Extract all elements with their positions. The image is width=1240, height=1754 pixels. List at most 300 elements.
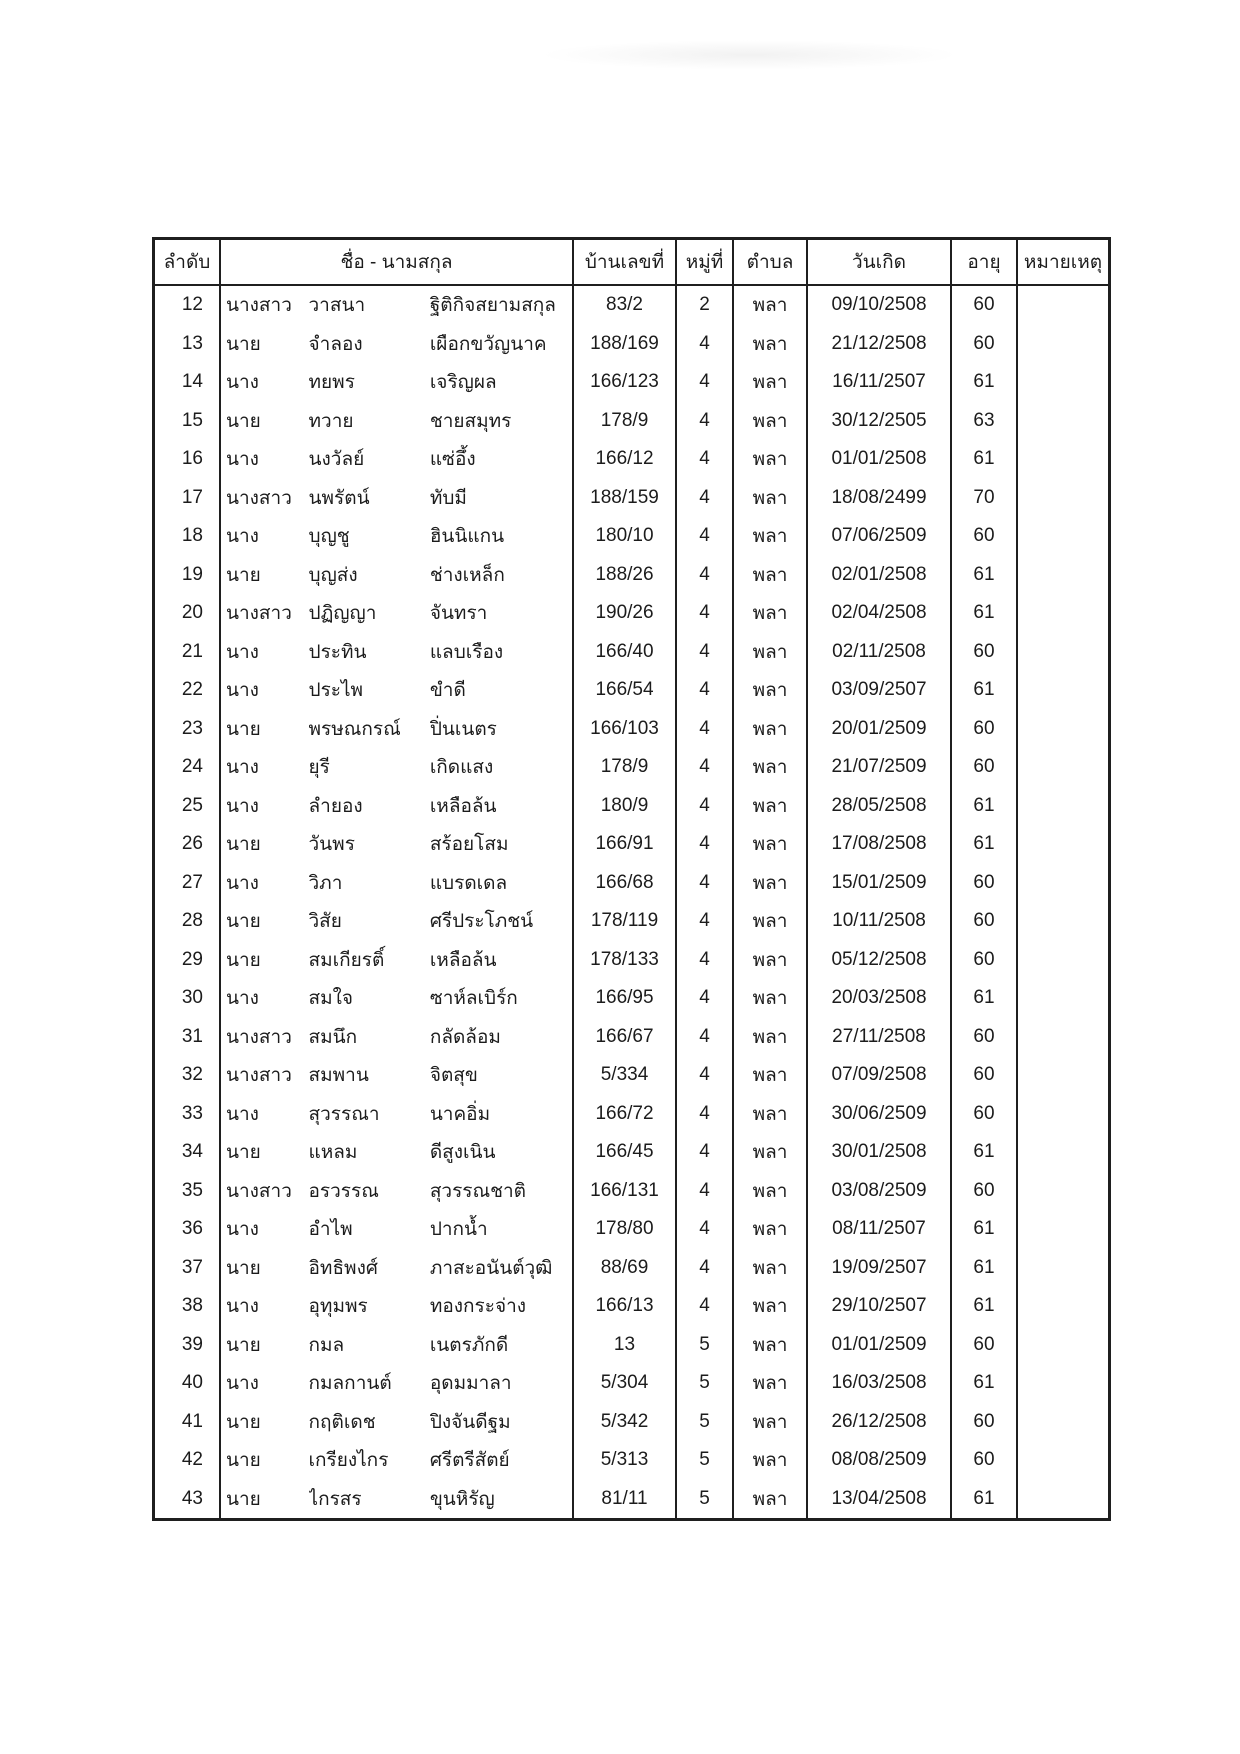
cell-tambon: พลา [734,1403,808,1442]
cell-name-title: นาย [226,834,261,856]
cell-first-name: นพรัตน์ [308,487,370,509]
cell-age: 61 [952,1287,1018,1326]
cell-no: 35 [155,1172,221,1211]
cell-tambon: พลา [734,1287,808,1326]
cell-house-number: 13 [574,1326,677,1365]
cell-note [1018,1364,1108,1403]
cell-first-name: อรวรรณ [308,1180,379,1202]
cell-no: 22 [155,671,221,710]
header-tambon: ตำบล [734,240,808,284]
cell-no: 12 [155,286,221,325]
cell-note [1018,1480,1108,1519]
cell-moo: 5 [677,1441,734,1480]
cell-moo: 4 [677,517,734,556]
cell-note [1018,902,1108,941]
cell-first-name: อุทุมพร [308,1296,368,1318]
cell-age: 60 [952,1095,1018,1134]
cell-house-number: 178/9 [574,402,677,441]
cell-birthdate: 02/01/2508 [808,556,952,595]
cell-no: 23 [155,710,221,749]
cell-birthdate: 29/10/2507 [808,1287,952,1326]
cell-moo: 4 [677,633,734,672]
cell-no: 37 [155,1249,221,1288]
cell-note [1018,1403,1108,1442]
cell-tambon: พลา [734,1210,808,1249]
cell-tambon: พลา [734,556,808,595]
cell-age: 60 [952,633,1018,672]
table-row [155,1364,1108,1403]
cell-last-name: จันทรา [429,603,488,625]
cell-name-title: นาย [226,1142,261,1164]
cell-age: 61 [952,1133,1018,1172]
table-header-row [155,240,1108,286]
cell-name [221,825,574,864]
cell-birthdate: 30/06/2509 [808,1095,952,1134]
cell-note [1018,1018,1108,1057]
cell-note [1018,825,1108,864]
cell-birthdate: 18/08/2499 [808,479,952,518]
cell-tambon: พลา [734,633,808,672]
cell-name-title: นางสาว [226,1065,292,1087]
table-row [155,1249,1108,1288]
cell-first-name: วิสัย [308,911,342,933]
cell-last-name: ภาสะอนันต์วุฒิ [429,1257,553,1279]
cell-age: 60 [952,1018,1018,1057]
cell-tambon: พลา [734,594,808,633]
cell-no: 32 [155,1056,221,1095]
cell-last-name: นาคอิ่ม [429,1103,491,1125]
cell-name-title: นาย [226,410,261,432]
cell-moo: 4 [677,1287,734,1326]
cell-first-name: บุญส่ง [308,564,358,586]
cell-age: 60 [952,902,1018,941]
table-row [155,979,1108,1018]
cell-name-title: นาย [226,1488,261,1510]
cell-name-title: นาย [226,718,261,740]
cell-note [1018,594,1108,633]
cell-age: 60 [952,517,1018,556]
cell-last-name: เผือกขวัญนาค [429,333,547,355]
cell-last-name: ทองกระจ่าง [429,1296,527,1318]
cell-moo: 4 [677,363,734,402]
cell-name [221,1249,574,1288]
cell-name [221,402,574,441]
cell-house-number: 166/54 [574,671,677,710]
cell-age: 61 [952,440,1018,479]
cell-moo: 4 [677,748,734,787]
cell-birthdate: 20/01/2509 [808,710,952,749]
cell-house-number: 178/119 [574,902,677,941]
cell-house-number: 180/10 [574,517,677,556]
person-list-table [152,237,1111,1521]
cell-moo: 4 [677,1133,734,1172]
cell-age: 61 [952,787,1018,826]
cell-birthdate: 13/04/2508 [808,1480,952,1519]
cell-tambon: พลา [734,286,808,325]
cell-first-name: บุญชู [308,526,350,548]
cell-birthdate: 30/01/2508 [808,1133,952,1172]
cell-name-title: นาง [226,449,259,471]
cell-house-number: 166/67 [574,1018,677,1057]
cell-first-name: อำไพ [308,1219,353,1241]
cell-first-name: นงวัลย์ [308,449,365,471]
cell-note [1018,286,1108,325]
cell-first-name: วาสนา [308,295,366,317]
cell-name [221,671,574,710]
cell-moo: 4 [677,979,734,1018]
cell-name [221,286,574,325]
cell-last-name: แซ่อึ้ง [429,449,476,471]
cell-first-name: วันพร [308,834,355,856]
cell-birthdate: 05/12/2508 [808,941,952,980]
cell-house-number: 166/12 [574,440,677,479]
cell-note [1018,633,1108,672]
cell-moo: 4 [677,1249,734,1288]
cell-birthdate: 07/06/2509 [808,517,952,556]
cell-no: 19 [155,556,221,595]
cell-name-title: นาง [226,1373,259,1395]
cell-first-name: กมล [308,1334,345,1356]
cell-name [221,594,574,633]
cell-name [221,710,574,749]
table-row [155,363,1108,402]
cell-last-name: ศรีตรีสัตย์ [429,1450,510,1472]
cell-house-number: 166/123 [574,363,677,402]
table-row [155,517,1108,556]
cell-first-name: พรษณกรณ์ [308,718,401,740]
cell-note [1018,787,1108,826]
cell-first-name: กฤติเดช [308,1411,376,1433]
cell-last-name: สร้อยโสม [429,834,509,856]
table-row [155,1133,1108,1172]
cell-no: 16 [155,440,221,479]
cell-name-title: นาง [226,641,259,663]
table-row [155,864,1108,903]
cell-name [221,325,574,364]
cell-name [221,902,574,941]
cell-moo: 4 [677,440,734,479]
table-row [155,1287,1108,1326]
cell-birthdate: 03/09/2507 [808,671,952,710]
cell-moo: 4 [677,825,734,864]
cell-last-name: สุวรรณชาติ [429,1180,527,1202]
cell-name [221,1326,574,1365]
cell-first-name: สมเกียรติ์ [308,949,385,971]
cell-name-title: นาง [226,1296,259,1318]
cell-house-number: 188/26 [574,556,677,595]
header-dob: วันเกิด [808,240,952,284]
cell-no: 24 [155,748,221,787]
cell-name-title: นาง [226,872,259,894]
cell-note [1018,671,1108,710]
cell-age: 60 [952,1326,1018,1365]
cell-name-title: นางสาว [226,295,292,317]
cell-no: 30 [155,979,221,1018]
cell-note [1018,1326,1108,1365]
cell-name-title: นาง [226,795,259,817]
cell-tambon: พลา [734,325,808,364]
cell-moo: 5 [677,1480,734,1519]
cell-moo: 4 [677,479,734,518]
cell-birthdate: 02/04/2508 [808,594,952,633]
table-row [155,402,1108,441]
cell-age: 60 [952,1403,1018,1442]
cell-no: 20 [155,594,221,633]
cell-house-number: 81/11 [574,1480,677,1519]
cell-first-name: ปฏิญญา [308,603,377,625]
cell-tambon: พลา [734,1056,808,1095]
cell-house-number: 188/169 [574,325,677,364]
cell-no: 15 [155,402,221,441]
table-body [155,286,1108,1518]
cell-house-number: 166/95 [574,979,677,1018]
cell-note [1018,1133,1108,1172]
cell-note [1018,479,1108,518]
cell-name-title: นาง [226,372,259,394]
header-moo: หมู่ที่ [677,240,734,284]
cell-name [221,1210,574,1249]
cell-first-name: สมนึก [308,1026,358,1048]
cell-name-title: นาย [226,1411,261,1433]
cell-name-title: นาย [226,1257,261,1279]
cell-moo: 5 [677,1364,734,1403]
cell-note [1018,1210,1108,1249]
cell-birthdate: 09/10/2508 [808,286,952,325]
cell-no: 29 [155,941,221,980]
cell-birthdate: 15/01/2509 [808,864,952,903]
cell-tambon: พลา [734,517,808,556]
cell-name [221,787,574,826]
cell-age: 61 [952,979,1018,1018]
table-row [155,1018,1108,1057]
cell-house-number: 166/131 [574,1172,677,1211]
cell-moo: 4 [677,902,734,941]
cell-last-name: ช่างเหล็ก [429,564,505,586]
cell-birthdate: 30/12/2505 [808,402,952,441]
table-row [155,633,1108,672]
cell-no: 43 [155,1480,221,1519]
header-no: ลำดับ [155,240,221,284]
cell-note [1018,440,1108,479]
cell-first-name: สมพาน [308,1065,369,1087]
cell-birthdate: 26/12/2508 [808,1403,952,1442]
cell-age: 61 [952,363,1018,402]
cell-first-name: สุวรรณา [308,1103,380,1125]
table-row [155,325,1108,364]
cell-no: 33 [155,1095,221,1134]
cell-birthdate: 20/03/2508 [808,979,952,1018]
cell-last-name: ขำดี [429,680,466,702]
scan-smudge [540,40,960,70]
cell-first-name: สมใจ [308,988,354,1010]
cell-last-name: เหลือล้น [429,795,497,817]
cell-last-name: ศรีประโภชน์ [429,911,534,933]
cell-tambon: พลา [734,1480,808,1519]
cell-first-name: ทยพร [308,372,355,394]
table-row [155,1172,1108,1211]
cell-moo: 4 [677,594,734,633]
cell-last-name: ทับมี [429,487,467,509]
cell-house-number: 5/304 [574,1364,677,1403]
cell-name-title: นาย [226,911,261,933]
cell-note [1018,1095,1108,1134]
table-row [155,1403,1108,1442]
table-row [155,748,1108,787]
cell-name-title: นาย [226,949,261,971]
cell-house-number: 5/334 [574,1056,677,1095]
cell-no: 34 [155,1133,221,1172]
cell-no: 41 [155,1403,221,1442]
cell-first-name: ลำยอง [308,795,363,817]
cell-age: 60 [952,1441,1018,1480]
cell-moo: 5 [677,1326,734,1365]
cell-last-name: กลัดล้อม [429,1026,501,1048]
cell-no: 36 [155,1210,221,1249]
cell-last-name: ปิงจันดีฐม [429,1411,511,1433]
cell-no: 26 [155,825,221,864]
cell-last-name: เจริญผล [429,372,497,394]
cell-age: 61 [952,594,1018,633]
cell-last-name: ชายสมุทร [429,410,512,432]
cell-last-name: แลบเรือง [429,641,504,663]
cell-note [1018,1441,1108,1480]
table-row [155,671,1108,710]
cell-age: 61 [952,671,1018,710]
cell-moo: 4 [677,1095,734,1134]
header-house: บ้านเลขที่ [574,240,677,284]
cell-birthdate: 21/07/2509 [808,748,952,787]
cell-name [221,1133,574,1172]
cell-age: 60 [952,1172,1018,1211]
cell-note [1018,979,1108,1018]
cell-name [221,479,574,518]
table-row [155,479,1108,518]
cell-name [221,556,574,595]
cell-house-number: 5/342 [574,1403,677,1442]
cell-first-name: ทวาย [308,410,354,432]
cell-age: 60 [952,325,1018,364]
cell-house-number: 166/91 [574,825,677,864]
cell-age: 61 [952,1364,1018,1403]
cell-age: 61 [952,1249,1018,1288]
cell-no: 27 [155,864,221,903]
cell-name-title: นาย [226,1450,261,1472]
cell-no: 31 [155,1018,221,1057]
cell-tambon: พลา [734,671,808,710]
cell-name [221,1480,574,1519]
cell-moo: 5 [677,1403,734,1442]
cell-birthdate: 16/03/2508 [808,1364,952,1403]
cell-last-name: ซาห์ลเบิร์ก [429,988,518,1010]
cell-birthdate: 21/12/2508 [808,325,952,364]
cell-house-number: 88/69 [574,1249,677,1288]
cell-moo: 4 [677,787,734,826]
cell-note [1018,325,1108,364]
cell-birthdate: 17/08/2508 [808,825,952,864]
cell-birthdate: 07/09/2508 [808,1056,952,1095]
cell-birthdate: 01/01/2508 [808,440,952,479]
cell-no: 13 [155,325,221,364]
cell-tambon: พลา [734,1172,808,1211]
cell-name [221,1172,574,1211]
table-row [155,902,1108,941]
cell-birthdate: 01/01/2509 [808,1326,952,1365]
cell-first-name: ยุรี [308,757,330,779]
cell-first-name: วิภา [308,872,343,894]
cell-name-title: นางสาว [226,1026,292,1048]
cell-name [221,1441,574,1480]
cell-age: 60 [952,864,1018,903]
table-row [155,1441,1108,1480]
cell-birthdate: 03/08/2509 [808,1172,952,1211]
cell-tambon: พลา [734,363,808,402]
cell-name [221,979,574,1018]
header-age: อายุ [952,240,1018,284]
cell-age: 61 [952,825,1018,864]
cell-no: 28 [155,902,221,941]
cell-moo: 4 [677,1210,734,1249]
cell-birthdate: 28/05/2508 [808,787,952,826]
cell-note [1018,1249,1108,1288]
cell-name [221,1403,574,1442]
table-row [155,286,1108,325]
cell-age: 61 [952,556,1018,595]
cell-house-number: 166/13 [574,1287,677,1326]
cell-age: 70 [952,479,1018,518]
cell-name [221,864,574,903]
cell-note [1018,556,1108,595]
cell-name-title: นาย [226,564,261,586]
cell-note [1018,864,1108,903]
cell-house-number: 178/80 [574,1210,677,1249]
cell-tambon: พลา [734,864,808,903]
cell-tambon: พลา [734,710,808,749]
cell-note [1018,1056,1108,1095]
cell-name [221,1056,574,1095]
cell-last-name: เหลือล้น [429,949,497,971]
cell-moo: 4 [677,710,734,749]
cell-note [1018,941,1108,980]
cell-birthdate: 08/08/2509 [808,1441,952,1480]
cell-name [221,1364,574,1403]
cell-name [221,1095,574,1134]
cell-note [1018,363,1108,402]
cell-birthdate: 02/11/2508 [808,633,952,672]
header-note: หมายเหตุ [1023,252,1103,273]
cell-name-title: นางสาว [226,603,292,625]
table-row [155,1480,1108,1519]
table-row [155,1056,1108,1095]
cell-moo: 2 [677,286,734,325]
cell-first-name: แหลม [308,1142,358,1164]
cell-tambon: พลา [734,979,808,1018]
cell-moo: 4 [677,1172,734,1211]
cell-age: 60 [952,710,1018,749]
table-row [155,1210,1108,1249]
cell-tambon: พลา [734,1326,808,1365]
cell-birthdate: 16/11/2507 [808,363,952,402]
cell-age: 61 [952,1210,1018,1249]
cell-house-number: 166/45 [574,1133,677,1172]
cell-tambon: พลา [734,1249,808,1288]
cell-name-title: นาง [226,1219,259,1241]
cell-name [221,633,574,672]
cell-birthdate: 10/11/2508 [808,902,952,941]
cell-first-name: กมลกานต์ [308,1373,392,1395]
table-row [155,825,1108,864]
cell-last-name: ปิ่นเนตร [429,718,497,740]
cell-house-number: 5/313 [574,1441,677,1480]
